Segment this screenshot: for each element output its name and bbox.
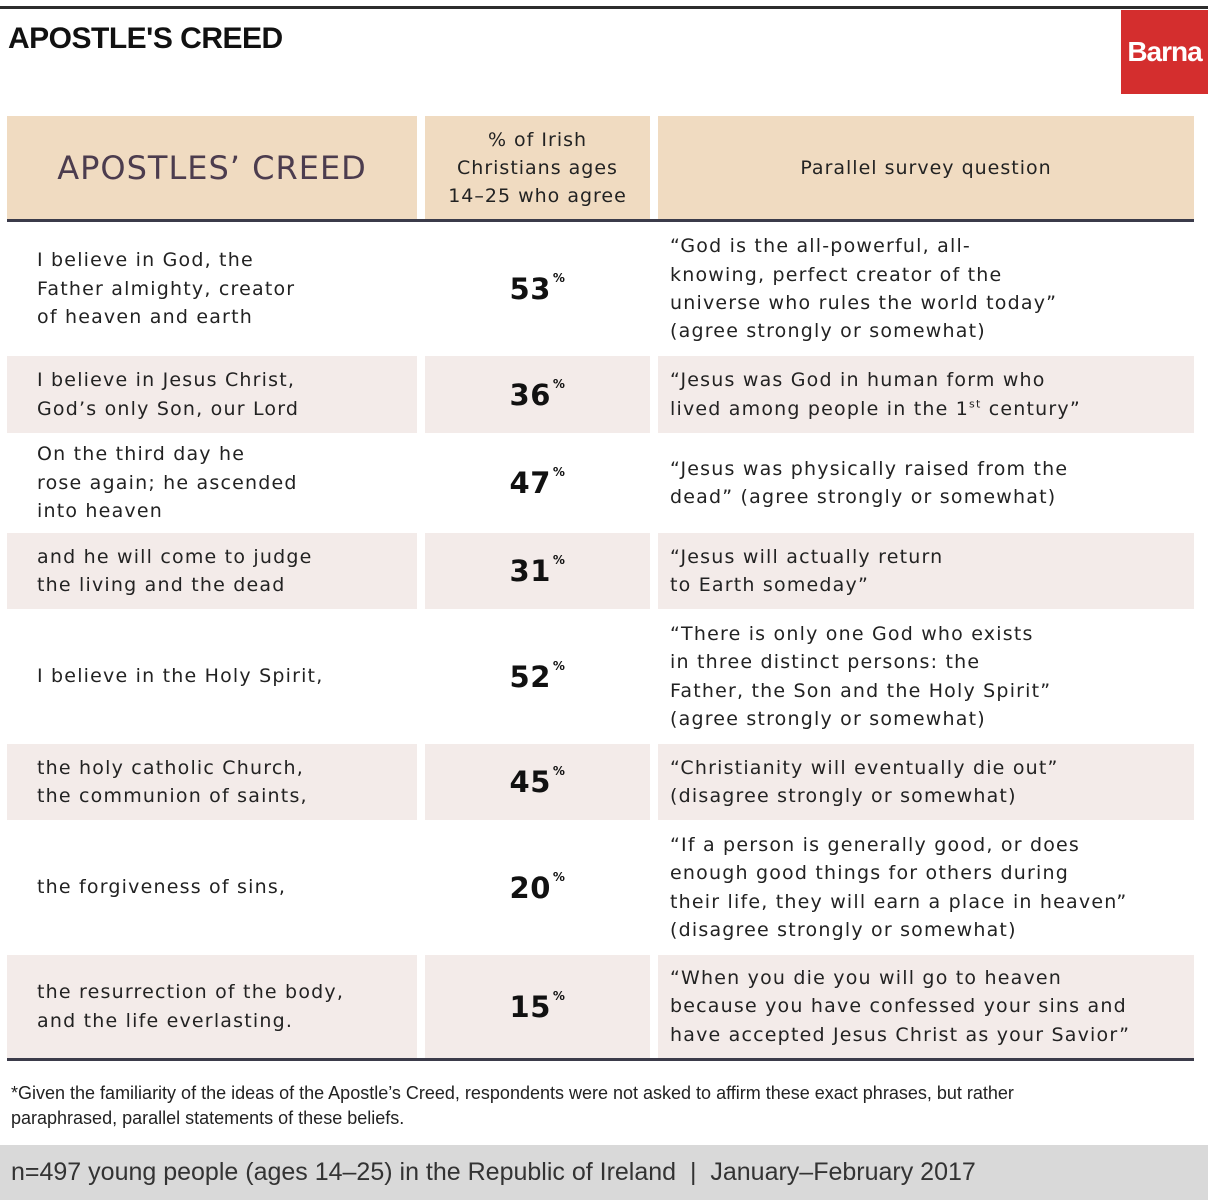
creed-text: the holy catholic Church, the communion of saints,	[37, 756, 308, 807]
page-title: APOSTLE'S CREED	[8, 22, 283, 55]
creed-cell	[7, 611, 417, 742]
question-text-main: “Jesus was God in human form who lived among people in the 1	[670, 369, 1046, 420]
creed-cell	[7, 224, 417, 354]
table-row	[0, 822, 1208, 953]
question-cell	[658, 744, 1194, 820]
percent-sign: %	[552, 869, 566, 884]
percent-sign: %	[552, 465, 566, 479]
question-text: “Jesus will actually return to Earth someday”	[670, 545, 944, 596]
creed-cell	[7, 744, 417, 820]
percent-value: 31	[509, 554, 551, 588]
percent-cell	[425, 224, 650, 354]
question-cell	[658, 435, 1194, 531]
percent-cell	[425, 611, 650, 742]
question-text: “Jesus was physically raised from the dead” (agree strongly or somewhat)	[670, 457, 1069, 508]
percent-sign: %	[552, 988, 566, 1003]
header-question-label: Parallel survey question	[800, 157, 1052, 179]
table-row	[0, 435, 1208, 531]
creed-cell	[7, 533, 417, 609]
question-text: “If a person is generally good, or does enough good things for others during their life, they will earn a place in heaven” (disagree strongly or somewhat)	[670, 833, 1128, 941]
percent-value: 47	[509, 466, 551, 500]
creed-text: I believe in God, the Father almighty, creator of heaven and earth	[37, 249, 296, 329]
creed-text: I believe in Jesus Christ, God’s only Son, our Lord	[37, 369, 300, 420]
footnote: *Given the familiarity of the ideas of the Apostle’s Creed, respondents were not asked to affirm these exact phrases, but rather paraphrased, parallel statements of these beliefs.	[11, 1083, 1014, 1128]
percent-value: 20	[509, 870, 551, 905]
header-percent-label: % of Irish Christians ages 14–25 who agree	[448, 129, 627, 207]
creed-text: the forgiveness of sins,	[37, 876, 287, 899]
footer-sample-info	[0, 1145, 1208, 1200]
question-cell	[658, 224, 1194, 354]
percent-cell	[425, 744, 650, 820]
question-text: “God is the all-powerful, all- knowing, perfect creator of the universe who rules the world today” (agree strongly or somewhat)	[670, 235, 1058, 343]
question-cell	[658, 955, 1194, 1058]
percent-cell	[425, 533, 650, 609]
percent-cell	[425, 955, 650, 1058]
question-cell	[658, 822, 1194, 953]
percent-value: 53	[509, 272, 551, 306]
question-text	[670, 366, 1081, 423]
creed-text: On the third day he rose again; he ascended into heaven	[37, 443, 298, 523]
header-question	[658, 116, 1194, 220]
header-rule	[7, 219, 1194, 222]
table-row	[0, 224, 1208, 354]
table-row	[0, 955, 1208, 1058]
percent-value: 52	[509, 659, 551, 694]
footer-text: n=497 young people (ages 14–25) in the Republic of Ireland | January–February 2017	[11, 1158, 976, 1186]
creed-text: I believe in the Holy Spirit,	[37, 665, 324, 688]
question-cell	[658, 611, 1194, 742]
question-text: “When you die you will go to heaven because you have confessed your sins and have accepted Jesus Christ as your Savior”	[670, 967, 1131, 1046]
percent-sign: %	[552, 376, 566, 391]
creed-text: and he will come to judge the living and the dead	[37, 545, 313, 596]
question-cell	[658, 533, 1194, 609]
question-text: “Christianity will eventually die out” (disagree strongly or somewhat)	[670, 756, 1059, 807]
percent-value: 15	[509, 989, 551, 1024]
table-row	[0, 533, 1208, 609]
question-text-end: century”	[981, 397, 1081, 420]
table-row	[0, 744, 1208, 820]
creed-cell	[7, 822, 417, 953]
bottom-rule	[7, 1058, 1194, 1061]
percent-cell	[425, 356, 650, 433]
question-text: “There is only one God who exists in three distinct persons: the Father, the Son and the Holy Spirit” (agree strongly or somewhat)	[670, 622, 1052, 730]
creed-cell	[7, 435, 417, 531]
ordinal-suffix: st	[969, 397, 982, 411]
creed-cell	[7, 356, 417, 433]
question-cell	[658, 356, 1194, 433]
barna-logo: Barna	[1121, 10, 1208, 94]
creed-cell	[7, 955, 417, 1058]
percent-cell	[425, 435, 650, 531]
percent-sign: %	[552, 764, 566, 778]
header-creed-label: APOSTLES’ CREED	[57, 149, 367, 187]
creed-text: the resurrection of the body, and the life everlasting.	[37, 981, 345, 1032]
header-creed	[7, 116, 417, 220]
top-rule	[0, 6, 1208, 9]
percent-cell	[425, 822, 650, 953]
percent-sign: %	[552, 658, 566, 673]
percent-value: 36	[509, 377, 551, 412]
percent-sign: %	[552, 271, 566, 285]
table-row	[0, 356, 1208, 433]
percent-sign: %	[552, 553, 566, 567]
table-row	[0, 611, 1208, 742]
percent-value: 45	[509, 765, 551, 799]
header-percent	[425, 116, 650, 220]
